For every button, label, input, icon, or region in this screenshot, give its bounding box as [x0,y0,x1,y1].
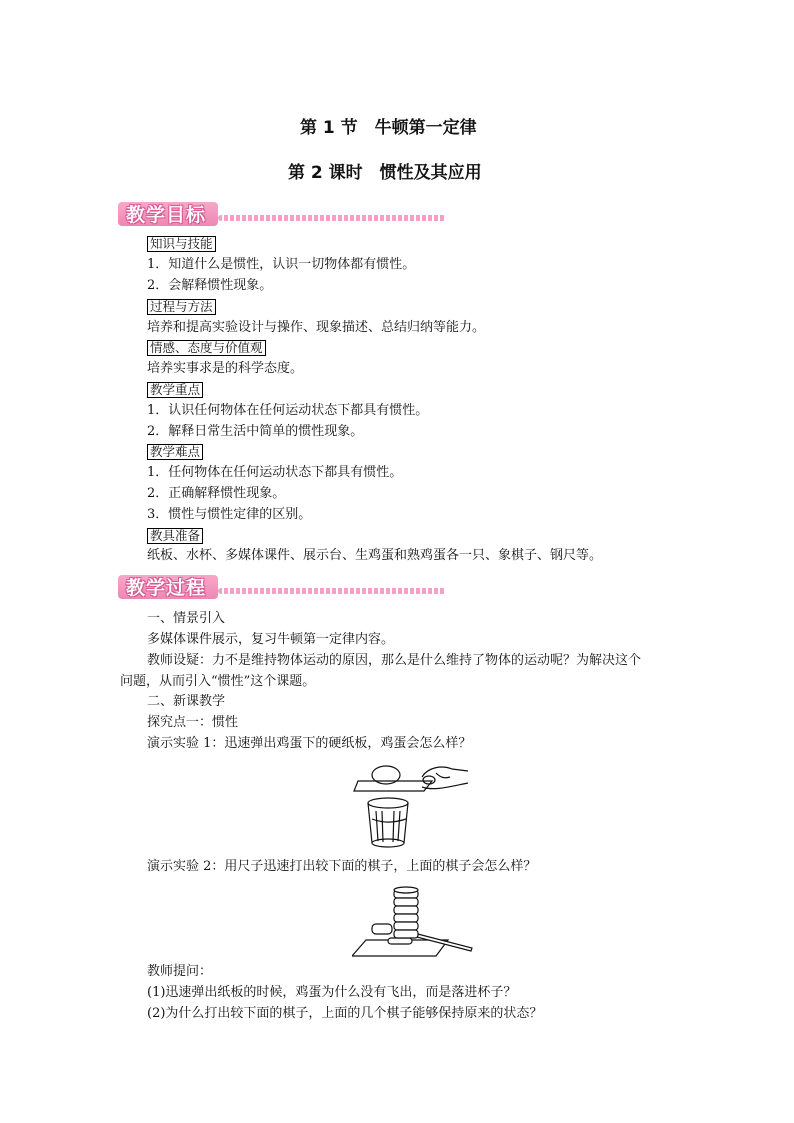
process-text: 培养和提高实验设计与操作、现象描述、总结归纳等能力。 [147,320,486,335]
teaching-goals-banner [118,200,448,230]
knowledge-label: 知识与技能 [147,236,216,253]
attitude-label: 情感、态度与价值观 [147,340,266,357]
chess-stack-figure [352,880,474,960]
banner-label: 教学目标 [126,204,207,226]
tools-label: 教具准备 [147,528,203,545]
process-line: 多媒体课件展示，复习牛顿第一定律内容。 [147,632,395,647]
process-line: 探究点一：惯性 [147,715,239,730]
difficulty-label: 教学难点 [147,444,203,461]
egg-cardboard-glass-figure [352,757,470,853]
process-line: 演示实验 1：迅速弹出鸡蛋下的硬纸板，鸡蛋会怎么样？ [147,736,472,751]
banner-label: 教学过程 [126,577,207,599]
process-line: 问题，从而引入“惯性”这个课题。 [120,674,316,689]
question-2: (2)为什么打出较下面的棋子，上面的几个棋子能够保持原来的状态？ [147,1006,543,1021]
teacher-question-label: 教师提问： [147,964,213,979]
teaching-process-banner [118,573,448,603]
key-item: 2．解释日常生活中简单的惯性现象。 [147,424,364,439]
knowledge-item: 1．知道什么是惯性，认识一切物体都有惯性。 [147,257,416,272]
key-label: 教学重点 [147,382,203,399]
knowledge-item: 2．会解释惯性现象。 [147,278,273,293]
lesson-title: 第 2 课时 惯性及其应用 [288,163,482,183]
process-exp2: 演示实验 2：用尺子迅速打出较下面的棋子，上面的棋子会怎么样？ [147,859,537,874]
process-line: 二、新课教学 [147,694,226,709]
process-line: 教师设疑：力不是维持物体运动的原因，那么是什么维持了物体的运动呢？为解决这个 [147,653,642,668]
process-line: 一、情景引入 [147,611,226,626]
difficulty-item: 3．惯性与惯性定律的区别。 [147,507,312,522]
difficulty-item: 2．正确解释惯性现象。 [147,486,286,501]
key-item: 1．认识任何物体在任何运动状态下都具有惯性。 [147,403,429,418]
section-title: 第 1 节 牛顿第一定律 [300,118,477,138]
process-label: 过程与方法 [147,299,216,316]
attitude-text: 培养实事求是的科学态度。 [147,361,304,376]
tools-text: 纸板、水杯、多媒体课件、展示台、生鸡蛋和熟鸡蛋各一只、象棋子、钢尺等。 [147,548,603,563]
question-1: (1)迅速弹出纸板的时候，鸡蛋为什么没有飞出，而是落进杯子？ [147,985,517,1000]
difficulty-item: 1．任何物体在任何运动状态下都具有惯性。 [147,465,403,480]
